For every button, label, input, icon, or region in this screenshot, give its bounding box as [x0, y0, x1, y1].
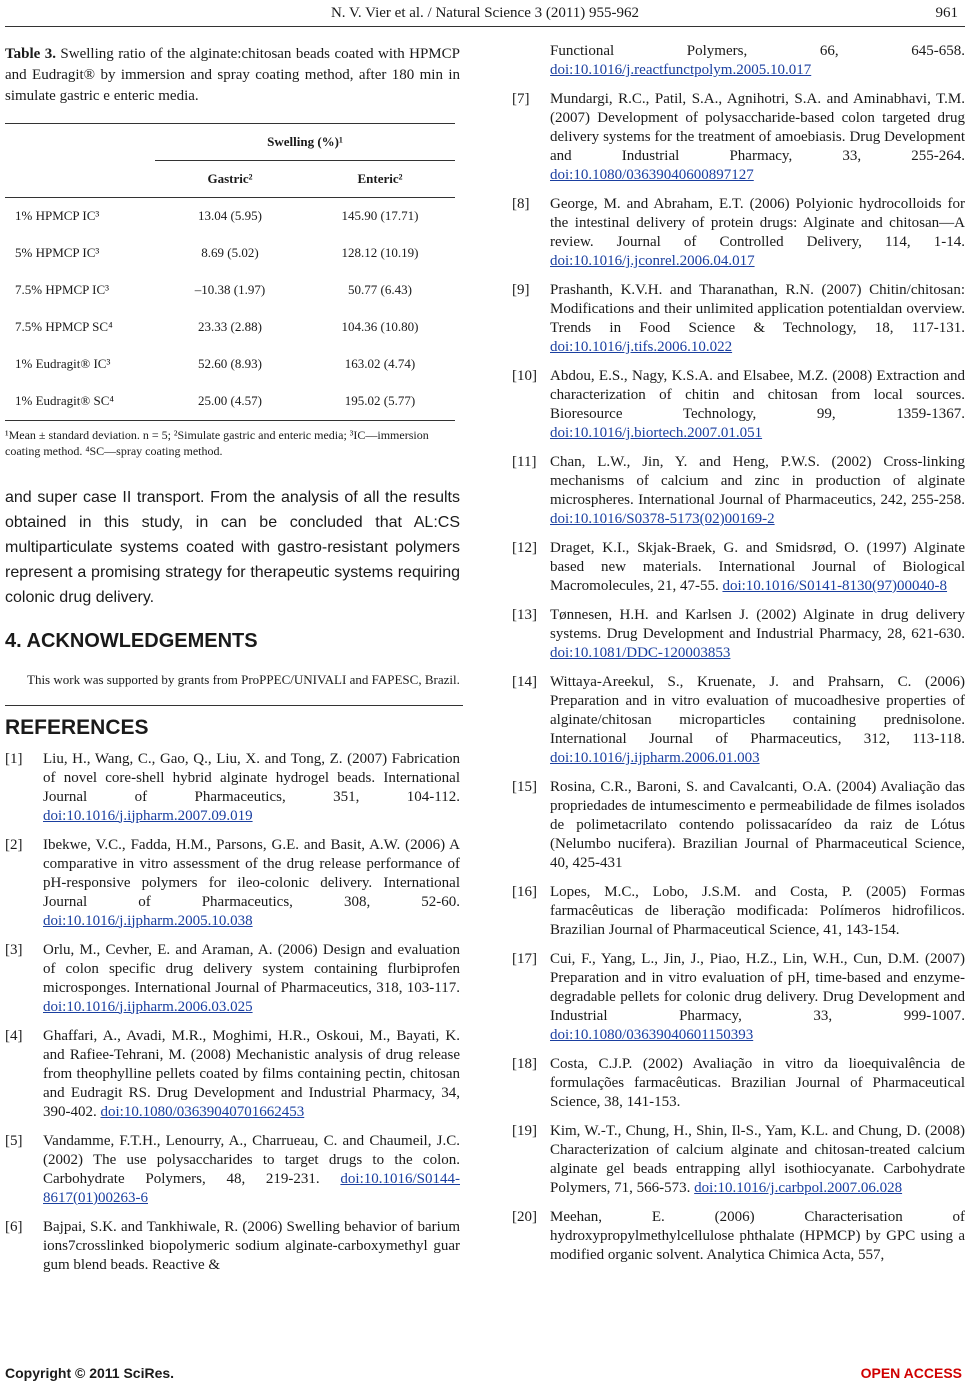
enteric-value: 104.36 (10.80) — [341, 319, 419, 334]
enteric-value: 145.90 (17.71) — [341, 208, 419, 223]
header-rule — [5, 26, 965, 27]
table-row — [5, 346, 455, 383]
reference-body — [43, 1027, 460, 1122]
reference-text: Tønnesen, H.H. and Karlsen J. (2002) Alginate in drug delivery systems. Drug Development and Industrial Pharmacy, 28, 621-630. — [550, 607, 965, 642]
body-paragraph: and super case II transport. From the analysis of all the results obtained in this study, in can be concluded that AL:CS multiparticulate systems coated with gastro-resistant polymers represent a promising strategy for therapeutic systems requiring colonic drug delivery. — [5, 488, 460, 606]
right-column — [512, 38, 965, 1265]
doi-link[interactable]: doi:10.1016/j.reactfunctpolym.2005.10.017 — [550, 62, 812, 78]
reference-text: Chan, L.W., Jin, Y. and Heng, P.W.S. (2002) Cross-linking mechanisms of calcium and zinc in production of alginate microspheres. International Journal of Pharmaceutics, 242, 255-258. — [550, 454, 965, 508]
reference-number: [7] — [512, 91, 530, 107]
reference-text: Functional Polymers, 66, 645-658. — [550, 43, 965, 59]
reference-body — [550, 673, 965, 768]
doi-link[interactable]: doi:10.1080/03639040701662453 — [100, 1103, 305, 1120]
reference-item — [512, 950, 965, 1045]
doi-link[interactable]: doi:10.1080/03639040600897127 — [550, 167, 754, 183]
reference-body — [43, 941, 460, 1017]
reference-text: Rosina, C.R., Baroni, S. and Cavalcanti, O.A. (2004) Avaliação das propriedades de intumescimento e permeabilidade de filmes isolados de polimetacrilato contendo polissacarídeo da raiz de Lótus (Nelumbo nucifera). Brazilian Journal of Pharmaceutical Science, 40, 425-431 — [550, 779, 965, 871]
reference-text: Ghaffari, A., Avadi, M.R., Moghimi, H.R., Oskoui, M., Bayati, K. and Rafiee-Tehrani, M. (2008) Mechanistic analysis of drug release from theophylline pellets coated by films containing pectin, chitosan and Eudragit RS. Drug Development and Industrial Pharmacy, 34, 390-402. — [43, 1027, 460, 1120]
table-row — [5, 197, 455, 235]
reference-item — [512, 453, 965, 529]
ack-text: This work was supported by grants from ProPPEC/UNIVALI and FAPESC, Brazil. — [27, 671, 460, 687]
reference-body — [43, 750, 460, 826]
doi-link[interactable]: doi:10.1016/S0144-8617(01)00263-6 — [43, 1170, 460, 1206]
reference-text: Wittaya-Areekul, S., Kruenate, J. and Prahsarn, C. (2006) Preparation and in vitro evaluation of mucoadhesive properties of alginate/chitosan microparticles containing prednisolone. International Journal of Pharmaceutics, 312, 113-118. — [550, 674, 965, 747]
running-header — [0, 3, 970, 25]
reference-text: George, M. and Abraham, E.T. (2006) Polyionic hydrocolloids for the intestinal delivery of protein drugs: Alginate and chitosan—A review. Journal of Controlled Delivery, 114, 1-14. — [550, 196, 965, 250]
reference-item — [512, 883, 965, 940]
gastric-value: 8.69 (5.02) — [201, 245, 259, 260]
references-left — [5, 750, 460, 1275]
reference-item — [512, 606, 965, 663]
reference-text: Ibekwe, V.C., Fadda, H.M., Parsons, G.E. and Basit, A.W. (2006) A comparative in vitro assessment of the drug release performance of pH-responsive polymers for ileo-colonic delivery. International Journal of Pharmaceutics, 308, 52-60. — [43, 836, 460, 910]
ack-heading: 4. ACKNOWLEDGEMENTS — [5, 629, 258, 652]
doi-link[interactable]: doi:10.1016/S0378-5173(02)00169-2 — [550, 511, 775, 527]
table-col-enteric: Enteric² — [357, 170, 403, 186]
reference-item — [512, 42, 965, 80]
gastric-value: 25.00 (4.57) — [198, 393, 262, 408]
doi-link[interactable]: doi:10.1016/j.carbpol.2007.06.028 — [694, 1180, 903, 1196]
row-label: 7.5% HPMCP SC⁴ — [15, 319, 113, 334]
references-heading: REFERENCES — [5, 715, 149, 739]
reference-body — [550, 606, 965, 663]
reference-number: [18] — [512, 1056, 537, 1072]
doi-link[interactable]: doi:10.1016/j.ijpharm.2007.09.019 — [43, 807, 253, 824]
gastric-value: 23.33 (2.88) — [198, 319, 262, 334]
reference-text: Liu, H., Wang, C., Gao, Q., Liu, X. and Tong, Z. (2007) Fabrication of novel core-shell hybrid alginate hydrogel beads. International Journal of Pharmaceutics, 351, 104-112. — [43, 750, 460, 805]
enteric-value: 195.02 (5.77) — [344, 393, 416, 408]
table-footnote: ¹Mean ± standard deviation. n = 5; ²Simulate gastric and enteric media; ³IC—immersion coating method. ⁴SC—spray coating method. — [5, 427, 429, 458]
copyright-text: Copyright © 2011 SciRes. — [5, 1365, 175, 1381]
reference-number: [14] — [512, 674, 537, 690]
doi-link[interactable]: doi:10.1016/j.jconrel.2006.04.017 — [550, 253, 755, 269]
reference-text: Kim, W.-T., Chung, H., Shin, Il-S., Yam, K.L. and Chung, D. (2008) Characterization of calcium alginate and chitosan-treated calcium alginate gel beads entrapping allyl isothiocyanate. Carbohydrate Polymers, 71, 566-573. — [550, 1123, 965, 1196]
reference-body — [43, 1218, 460, 1275]
reference-body — [550, 1122, 965, 1198]
doi-link[interactable]: doi:10.1016/j.ijpharm.2006.03.025 — [43, 998, 253, 1015]
table-group-header: Swelling (%)¹ — [155, 124, 455, 161]
enteric-value: 50.77 (6.43) — [348, 282, 412, 297]
section-rule — [5, 705, 463, 706]
page-number: 961 — [935, 5, 958, 21]
reference-number: [17] — [512, 951, 537, 967]
table-caption-text: Swelling ratio of the alginate:chitosan beads coated with HPMCP and Eudragit® by immersion and spray coating method, after 180 min in simulate gastric e enteric media. — [5, 46, 460, 104]
gastric-value: –10.38 (1.97) — [194, 282, 266, 297]
reference-number — [512, 42, 550, 80]
reference-item — [5, 1027, 460, 1122]
doi-link[interactable]: doi:10.1016/S0141-8130(97)00040-8 — [722, 578, 948, 594]
doi-link[interactable]: doi:10.1016/j.ijpharm.2005.10.038 — [43, 912, 253, 929]
open-access-label: OPEN ACCESS — [860, 1365, 962, 1381]
reference-item — [512, 1208, 965, 1265]
reference-number: [12] — [512, 540, 537, 556]
reference-text: Meehan, E. (2006) Characterisation of hydroxypropylmethylcellulose phthalate (HPMCP) by GPC using a modified organic solvent. Analytica Chimica Acta, 557, — [550, 1209, 965, 1263]
table-caption-label: Table 3. — [5, 46, 56, 62]
left-column — [5, 38, 460, 1275]
reference-number: [4] — [5, 1027, 23, 1044]
reference-text: Draget, K.I., Skjak-Braek, G. and Smidsrød, O. (1997) Alginate based new materials. International Journal of Biological Macromolecules, 21, 47-55. — [550, 540, 965, 594]
reference-text: Vandamme, F.T.H., Lenourry, A., Charrueau, C. and Chaumeil, J.C. (2002) The use polysaccharides to target drugs to the colon. Carbohydrate Polymers, 48, 219-231. — [43, 1132, 460, 1187]
reference-body — [550, 778, 965, 873]
reference-text: Orlu, M., Cevher, E. and Araman, A. (2006) Design and evaluation of colon specific drug delivery system containing flurbiprofen microsponges. International Journal of Pharmaceutics, 318, 103-117. — [43, 941, 460, 996]
reference-item — [5, 1218, 460, 1275]
doi-link[interactable]: doi:10.1016/j.biortech.2007.01.051 — [550, 425, 763, 441]
reference-body — [550, 90, 965, 185]
reference-item — [512, 673, 965, 768]
table-row — [5, 272, 455, 309]
reference-body — [43, 1132, 460, 1208]
reference-text: Lopes, M.C., Lobo, J.S.M. and Costa, P. (2005) Formas farmacêuticas de liberação modificada: Polímeros hidrofilicos. Brazilian Journal of Pharmaceutical Science, 41, 143-154. — [550, 884, 965, 938]
doi-link[interactable]: doi:10.1080/03639040601150393 — [550, 1027, 754, 1043]
reference-number: [5] — [5, 1132, 23, 1149]
reference-body — [550, 950, 965, 1045]
row-label: 7.5% HPMCP IC³ — [15, 282, 110, 297]
reference-body — [550, 453, 965, 529]
reference-item — [5, 941, 460, 1017]
doi-link[interactable]: doi:10.1081/DDC-120003853 — [550, 645, 731, 661]
enteric-value: 163.02 (4.74) — [344, 356, 416, 371]
reference-text: Prashanth, K.V.H. and Tharanathan, R.N. (2007) Chitin/chitosan: Modifications and their unlimited application potentialdan overview. Trends in Food Science & Technology, 18, 117-131. — [550, 282, 965, 336]
reference-item — [512, 1055, 965, 1112]
reference-number: [10] — [512, 368, 537, 384]
gastric-value: 52.60 (8.93) — [198, 356, 262, 371]
reference-text: Mundargi, R.C., Patil, S.A., Agnihotri, S.A. and Aminabhavi, T.M. (2007) Development of polysaccharide-based colon targeted drug delivery systems for the treatment of amoebiasis. Drug Development and Industrial Pharmacy, 33, 255-264. — [550, 91, 965, 164]
reference-number: [11] — [512, 454, 537, 470]
table-caption — [5, 44, 460, 107]
enteric-value: 128.12 (10.19) — [341, 245, 419, 260]
swelling-table — [5, 123, 455, 421]
reference-item — [5, 750, 460, 826]
reference-number: [19] — [512, 1123, 537, 1139]
reference-number: [2] — [5, 836, 23, 853]
references-right — [512, 42, 965, 1265]
table-row — [5, 309, 455, 346]
reference-number: [8] — [512, 196, 530, 212]
reference-item — [512, 1122, 965, 1198]
reference-number: [16] — [512, 884, 537, 900]
reference-number: [9] — [512, 282, 530, 298]
reference-item — [512, 195, 965, 271]
reference-number: [20] — [512, 1209, 537, 1225]
reference-number: [3] — [5, 941, 23, 958]
reference-text: Abdou, E.S., Nagy, K.S.A. and Elsabee, M.Z. (2008) Extraction and characterization of chitin and chitosan from local sources. Bioresource Technology, 99, 1359-1367. — [550, 368, 965, 422]
reference-item — [5, 1132, 460, 1208]
reference-body — [550, 539, 965, 596]
reference-number: [6] — [5, 1218, 23, 1235]
reference-text: Bajpai, S.K. and Tankhiwale, R. (2006) Swelling behavior of barium ions7crosslinked biopolymeric sodium alginate-carboxymethyl guar gum blend beads. Reactive & — [43, 1218, 460, 1273]
reference-number: [15] — [512, 779, 537, 795]
reference-body — [550, 367, 965, 443]
doi-link[interactable]: doi:10.1016/j.tifs.2006.10.022 — [550, 339, 733, 355]
row-label: 1% HPMCP IC³ — [15, 208, 100, 223]
reference-body — [43, 836, 460, 931]
table-row — [5, 235, 455, 272]
reference-item — [5, 836, 460, 931]
row-label: 1% Eudragit® SC⁴ — [15, 393, 114, 408]
reference-item — [512, 90, 965, 185]
reference-item — [512, 281, 965, 357]
reference-number: [1] — [5, 750, 23, 767]
reference-body — [550, 195, 965, 271]
reference-body — [550, 281, 965, 357]
reference-body — [550, 1055, 965, 1112]
reference-text: Cui, F., Yang, L., Jin, J., Piao, H.Z., Lin, W.H., Cun, D.M. (2007) Preparation and in vitro evaluation of pH, time-based and enzyme-degradable pellets for colonic drug delivery. Drug Development and Industrial Pharmacy, 33, 999-1007. — [550, 951, 965, 1024]
table-row — [5, 383, 455, 421]
reference-number: [13] — [512, 607, 537, 623]
running-title: N. V. Vier et al. / Natural Science 3 (2011) 955-962 — [330, 5, 640, 21]
reference-body — [550, 883, 965, 940]
reference-item — [512, 778, 965, 873]
gastric-value: 13.04 (5.95) — [198, 208, 262, 223]
reference-text: Costa, C.J.P. (2002) Avaliação in vitro da lioequivalência de formulações farmacêuticas. Brazilian Journal of Pharmaceutical Science, 38, 141-153. — [550, 1056, 965, 1110]
reference-item — [512, 539, 965, 596]
reference-item — [512, 367, 965, 443]
reference-body — [550, 42, 965, 80]
reference-body — [550, 1208, 965, 1265]
row-label: 1% Eudragit® IC³ — [15, 356, 111, 371]
table-col-gastric: Gastric² — [207, 170, 253, 186]
doi-link[interactable]: doi:10.1016/j.ijpharm.2006.01.003 — [550, 750, 760, 766]
row-label: 5% HPMCP IC³ — [15, 245, 100, 260]
